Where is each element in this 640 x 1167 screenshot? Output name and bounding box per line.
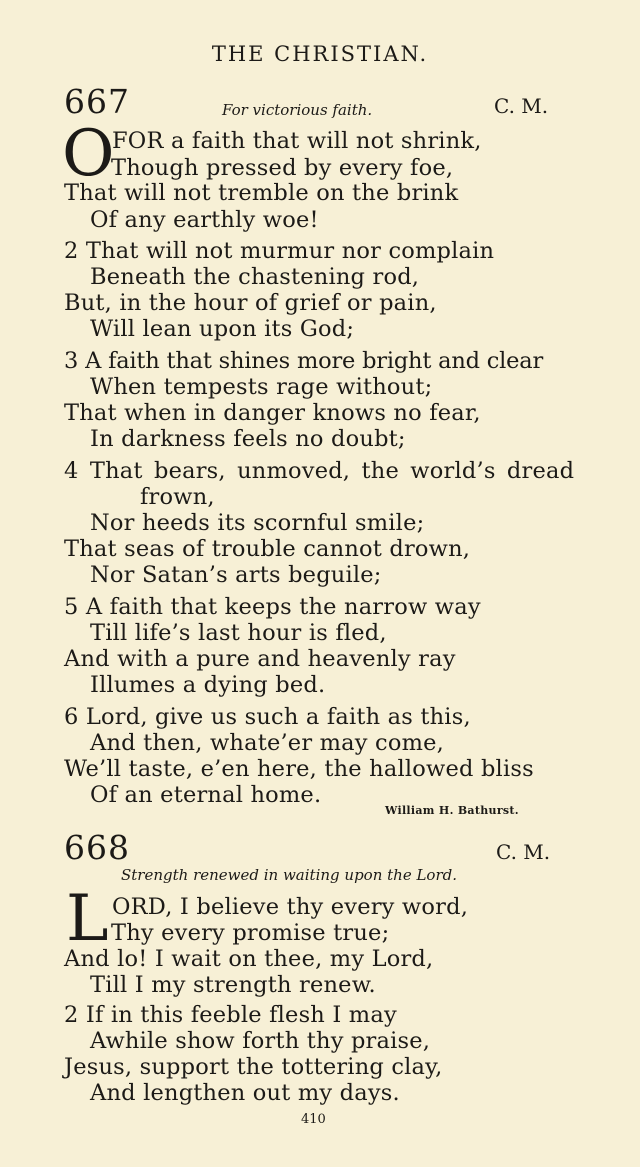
hymn-667-meter: C. M.: [494, 94, 549, 118]
hymn-668-line-4: Till I my strength renew.: [90, 972, 376, 998]
hymn-667-line-6: Beneath the chastening rod,: [90, 264, 420, 290]
hymn-668-subtitle: Strength renewed in waiting upon the Lord.: [121, 866, 457, 884]
hymn-667-line-16: That seas of trouble cannot drown,: [64, 536, 471, 562]
hymn-668-line-2: Thy every promise true;: [111, 920, 390, 946]
hymn-667-author: William H. Bathurst.: [385, 804, 519, 817]
hymn-668-meter: C. M.: [496, 840, 551, 864]
running-header: THE CHRISTIAN.: [211, 42, 429, 66]
hymn-668-line-8: And lengthen out my days.: [90, 1080, 400, 1106]
hymn-668-line-3: And lo! I wait on thee, my Lord,: [64, 946, 434, 972]
hymn-667-line-8: Will lean upon its God;: [90, 316, 355, 342]
hymn-667-dropcap: O: [62, 117, 115, 191]
hymn-667-line-24: We’ll taste, e’en here, the hallowed bliss: [64, 756, 534, 782]
hymn-668-line-7: Jesus, support the tottering clay,: [64, 1054, 443, 1080]
hymn-667-line-15: Nor heeds its scornful smile;: [90, 510, 425, 536]
hymn-667-line-5: 2 That will not murmur nor complain: [64, 238, 495, 264]
hymn-667-line-20: And with a pure and heavenly ray: [64, 646, 456, 672]
hymn-number-667: 667: [64, 82, 130, 121]
hymn-667-line-18: 5 A faith that keeps the narrow way: [64, 594, 481, 620]
hymn-667-line-17: Nor Satan’s arts beguile;: [90, 562, 382, 588]
hymn-667-line-22: 6 Lord, give us such a faith as this,: [64, 704, 471, 730]
hymn-667-line-10: When tempests rage without;: [90, 374, 433, 400]
hymn-667-line-7: But, in the hour of grief or pain,: [64, 290, 437, 316]
hymn-667-line-3: That will not tremble on the brink: [64, 180, 459, 206]
hymn-667-line-19: Till life’s last hour is fled,: [90, 620, 387, 646]
hymn-number-668: 668: [64, 828, 130, 867]
hymn-667-line-14: frown,: [140, 484, 215, 510]
page-number: 410: [301, 1112, 326, 1127]
hymn-667-line-12: In darkness feels no doubt;: [90, 426, 406, 452]
hymn-667-line-4: Of any earthly woe!: [90, 207, 319, 233]
hymn-667-line-21: Illumes a dying bed.: [90, 672, 326, 698]
hymn-668-line-6: Awhile show forth thy praise,: [90, 1028, 431, 1054]
hymn-667-line-13: 4 That bears, unmoved, the world’s dread: [64, 458, 575, 484]
hymn-667-line-2: Though pressed by every foe,: [111, 155, 454, 181]
hymn-667-line-23: And then, whate’er may come,: [90, 730, 444, 756]
hymn-667-subtitle: For victorious faith.: [222, 101, 373, 119]
hymn-667-line-25: Of an eternal home.: [90, 782, 322, 808]
hymn-667-line-9: 3 A faith that shines more bright and clear: [64, 348, 544, 374]
hymn-668-line-5: 2 If in this feeble flesh I may: [64, 1002, 397, 1028]
hymn-667-line-1: FOR a faith that will not shrink,: [112, 128, 482, 154]
hymn-668-line-1: ORD, I believe thy every word,: [112, 894, 469, 920]
hymn-668-dropcap: L: [66, 882, 109, 956]
hymn-667-line-11: That when in danger knows no fear,: [64, 400, 481, 426]
